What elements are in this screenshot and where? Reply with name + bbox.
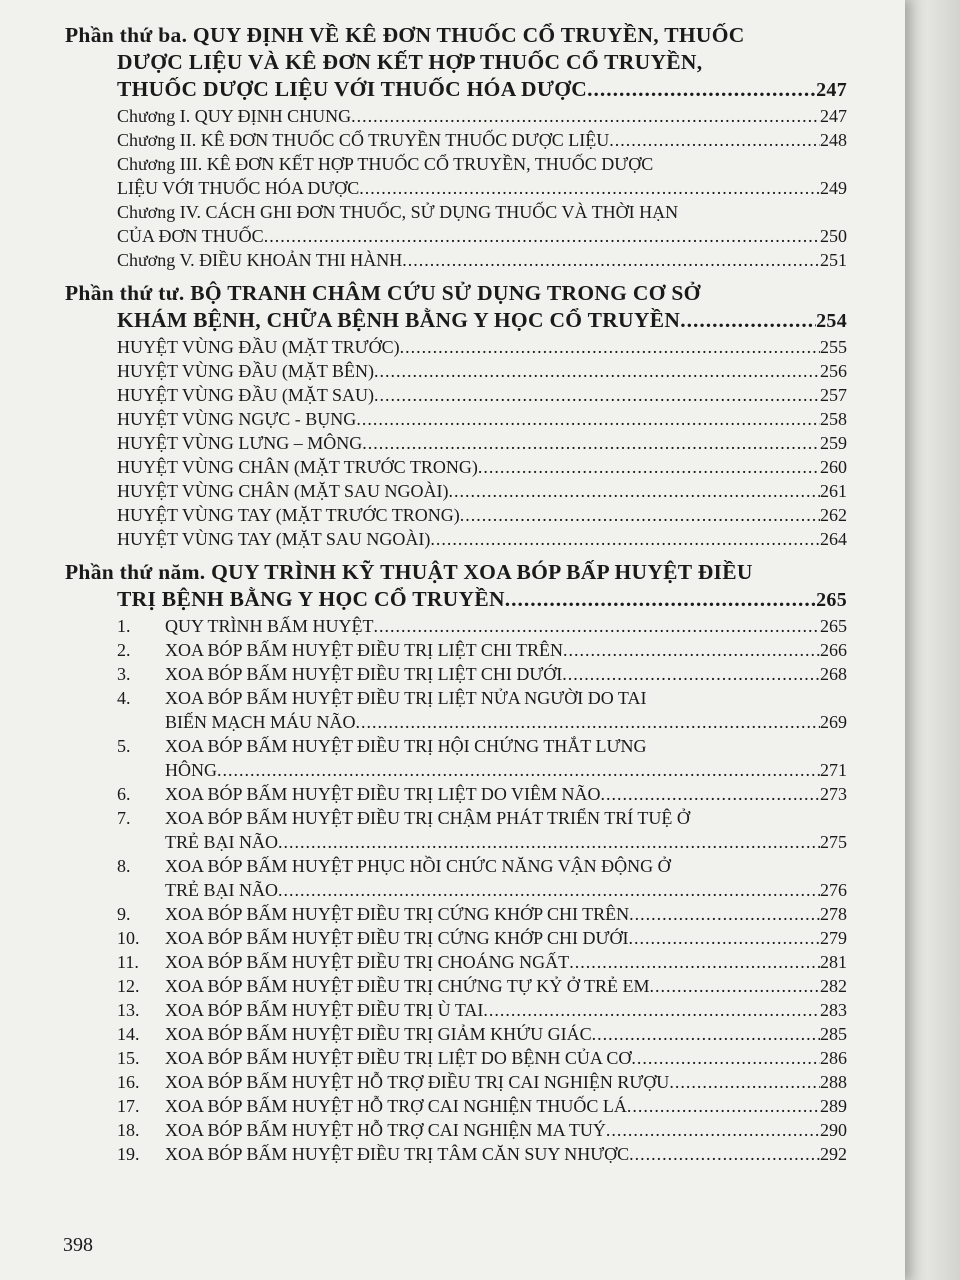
page-ref: 255 — [820, 337, 847, 357]
leader-dots — [669, 1070, 820, 1094]
entry-last-line — [117, 359, 847, 383]
entry-title: QUY TRÌNH BẤM HUYỆT — [165, 616, 374, 636]
entry-last-line — [165, 878, 847, 902]
entry-number: 16. — [117, 1072, 140, 1092]
leader-dots — [587, 76, 816, 103]
entry-body — [165, 998, 847, 1022]
page-ref: 292 — [820, 1144, 847, 1164]
entry-title: LIỆU VỚI THUỐC HÓA DƯỢC — [117, 178, 360, 198]
leader-dots — [569, 950, 820, 974]
page-ref: 247 — [816, 79, 847, 101]
entry-title: KHÁM BỆNH, CHỮA BỆNH BẰNG Y HỌC CỔ TRUYỀN — [117, 308, 681, 332]
entry-last-line — [117, 335, 847, 359]
toc-numbered-entry[interactable] — [65, 614, 847, 638]
entry-last-line — [165, 782, 847, 806]
toc-part — [65, 559, 847, 1166]
toc-entry[interactable] — [65, 335, 847, 359]
toc-part — [65, 22, 847, 272]
toc-entry[interactable] — [65, 455, 847, 479]
leader-dots — [400, 335, 820, 359]
entry-title: TRỊ BỆNH BẰNG Y HỌC CỔ TRUYỀN — [117, 587, 505, 611]
page-ref: 265 — [820, 616, 847, 636]
entry-title: HUYỆT VÙNG ĐẦU (MẶT BÊN) — [117, 361, 374, 381]
entry-title: HUYỆT VÙNG NGỰC - BỤNG — [117, 409, 357, 429]
toc-entry[interactable] — [65, 527, 847, 551]
part-heading-last-line[interactable] — [65, 586, 847, 614]
toc-entry[interactable] — [65, 248, 847, 272]
page-ref: 251 — [820, 250, 847, 270]
entry-title: XOA BÓP BẤM HUYỆT HỖ TRỢ CAI NGHIỆN MA TUÝ — [165, 1120, 606, 1140]
entry-body — [165, 1142, 847, 1166]
entry-last-line — [117, 503, 847, 527]
entry-last-line — [117, 224, 847, 248]
leader-dots — [374, 614, 821, 638]
entry-title: TRẺ BẠI NÃO — [165, 832, 278, 852]
entry-line: Chương IV. CÁCH GHI ĐƠN THUỐC, SỬ DỤNG THUỐC VÀ THỜI HẠN — [117, 202, 679, 222]
page-ref: 264 — [820, 529, 847, 549]
toc-numbered-entry[interactable] — [65, 638, 847, 662]
leader-dots — [592, 1022, 820, 1046]
toc-entry[interactable] — [65, 383, 847, 407]
page-ref: 269 — [820, 712, 847, 732]
entry-body — [165, 1094, 847, 1118]
entry-number: 13. — [117, 1000, 140, 1020]
toc-part — [65, 280, 847, 551]
table-of-contents — [65, 22, 847, 1174]
page-ref: 260 — [820, 457, 847, 477]
page-ref: 289 — [820, 1096, 847, 1116]
entry-line: XOA BÓP BẤM HUYỆT ĐIỀU TRỊ HỘI CHỨNG THẮT LƯNG — [165, 736, 647, 756]
toc-numbered-entry[interactable] — [65, 686, 847, 734]
entry-number: 5. — [117, 736, 131, 756]
entry-title: HÔNG — [165, 760, 217, 780]
entry-last-line — [165, 926, 847, 950]
entry-body — [165, 686, 847, 734]
entry-last-line — [165, 1046, 847, 1070]
entry-number: 2. — [117, 640, 131, 660]
entry-title: TRẺ BẠI NÃO — [165, 880, 278, 900]
entry-last-line — [117, 248, 847, 272]
entry-body — [165, 902, 847, 926]
toc-numbered-entry[interactable] — [65, 1046, 847, 1070]
entry-title: CỦA ĐƠN THUỐC — [117, 226, 264, 246]
page-ref: 258 — [820, 409, 847, 429]
toc-entry[interactable] — [65, 407, 847, 431]
leader-dots — [356, 710, 820, 734]
entry-title: XOA BÓP BẤM HUYỆT ĐIỀU TRỊ CỨNG KHỚP CHI DƯỚI — [165, 928, 629, 948]
entry-last-line — [165, 1142, 847, 1166]
entry-title: XOA BÓP BẤM HUYỆT ĐIỀU TRỊ LIỆT DO BỆNH CỦA CƠ — [165, 1048, 632, 1068]
toc-numbered-entry[interactable] — [65, 734, 847, 782]
entry-last-line — [165, 710, 847, 734]
leader-dots — [278, 830, 820, 854]
entry-last-line — [117, 431, 847, 455]
page-ref: 257 — [820, 385, 847, 405]
page-ref: 273 — [820, 784, 847, 804]
leader-dots — [430, 527, 820, 551]
entry-last-line — [165, 950, 847, 974]
toc-entry[interactable] — [65, 104, 847, 128]
entry-last-line — [117, 128, 847, 152]
page-ref: 266 — [820, 640, 847, 660]
page-ref: 276 — [820, 880, 847, 900]
entry-title: Chương II. KÊ ĐƠN THUỐC CỔ TRUYỀN THUỐC DƯỢC LIỆU — [117, 130, 610, 150]
part-heading-last-line[interactable] — [65, 307, 847, 335]
toc-entry[interactable] — [65, 359, 847, 383]
entry-number: 19. — [117, 1144, 140, 1164]
entry-number: 4. — [117, 688, 131, 708]
part-heading-line: Phần thứ ba. QUY ĐỊNH VỀ KÊ ĐƠN THUỐC CỔ TRUYỀN, THUỐC — [65, 23, 745, 47]
toc-numbered-entry[interactable] — [65, 662, 847, 686]
toc-numbered-entry[interactable] — [65, 998, 847, 1022]
toc-entry[interactable] — [65, 152, 847, 200]
entry-body — [165, 1046, 847, 1070]
toc-entry[interactable] — [65, 431, 847, 455]
toc-numbered-entry[interactable] — [65, 1070, 847, 1094]
leader-dots — [362, 431, 820, 455]
leader-dots — [629, 902, 820, 926]
leader-dots — [264, 224, 820, 248]
toc-numbered-entry[interactable] — [65, 1094, 847, 1118]
entry-body — [165, 950, 847, 974]
leader-dots — [460, 503, 820, 527]
entry-title: HUYỆT VÙNG TAY (MẶT TRƯỚC TRONG) — [117, 505, 460, 525]
entry-last-line — [117, 527, 847, 551]
entry-body — [165, 1118, 847, 1142]
entry-number: 1. — [117, 616, 131, 636]
page-number: 398 — [63, 1234, 93, 1256]
entry-title: XOA BÓP BẤM HUYỆT ĐIỀU TRỊ CỨNG KHỚP CHI TRÊN — [165, 904, 630, 924]
leader-dots — [374, 359, 820, 383]
leader-dots — [374, 383, 820, 407]
page-ref: 279 — [820, 928, 847, 948]
page-ref: 271 — [820, 760, 847, 780]
leader-dots — [351, 104, 820, 128]
toc-numbered-entry[interactable] — [65, 974, 847, 998]
entry-title: BIẾN MẠCH MÁU NÃO — [165, 712, 356, 732]
leader-dots — [483, 998, 820, 1022]
entry-last-line — [165, 1070, 847, 1094]
leader-dots — [628, 926, 820, 950]
leader-dots — [402, 248, 820, 272]
entry-number: 14. — [117, 1024, 140, 1044]
entry-body — [165, 782, 847, 806]
entry-title: HUYỆT VÙNG ĐẦU (MẶT TRƯỚC) — [117, 337, 400, 357]
entry-number: 9. — [117, 904, 131, 924]
entry-number: 11. — [117, 952, 139, 972]
entry-last-line — [165, 614, 847, 638]
entry-last-line — [165, 902, 847, 926]
entry-last-line — [117, 176, 847, 200]
entry-number: 8. — [117, 856, 131, 876]
page-ref: 261 — [820, 481, 847, 501]
page-ref: 282 — [820, 976, 847, 996]
toc-numbered-entry[interactable] — [65, 854, 847, 902]
entry-title: XOA BÓP BẤM HUYỆT ĐIỀU TRỊ LIỆT DO VIÊM NÃO — [165, 784, 601, 804]
entry-title: HUYỆT VÙNG LƯNG – MÔNG — [117, 433, 363, 453]
leader-dots — [563, 638, 820, 662]
entry-title: XOA BÓP BẤM HUYỆT ĐIỀU TRỊ TÂM CĂN SUY NHƯỢC — [165, 1144, 630, 1164]
entry-number: 10. — [117, 928, 140, 948]
toc-numbered-entry[interactable] — [65, 1022, 847, 1046]
entry-body — [165, 806, 847, 854]
entry-last-line — [165, 758, 847, 782]
entry-title: XOA BÓP BẤM HUYỆT ĐIỀU TRỊ LIỆT CHI DƯỚI — [165, 664, 563, 684]
entry-title: XOA BÓP BẤM HUYỆT ĐIỀU TRỊ CHỨNG TỰ KỶ Ở TRẺ EM — [165, 976, 650, 996]
page-ref: 256 — [820, 361, 847, 381]
entry-line: Chương III. KÊ ĐƠN KẾT HỢP THUỐC CỔ TRUYỀN, THUỐC DƯỢC — [117, 154, 654, 174]
entry-title: Chương V. ĐIỀU KHOẢN THI HÀNH — [117, 250, 403, 270]
part-heading-last-line[interactable] — [65, 76, 847, 104]
part-heading-line: Phần thứ năm. QUY TRÌNH KỸ THUẬT XOA BÓP BẤP HUYỆT ĐIỀU — [65, 560, 753, 584]
page-ref: 290 — [820, 1120, 847, 1140]
entry-body — [165, 614, 847, 638]
page-ref: 248 — [820, 130, 847, 150]
entry-last-line — [165, 662, 847, 686]
leader-dots — [562, 662, 820, 686]
entry-last-line — [117, 383, 847, 407]
entry-number: 18. — [117, 1120, 140, 1140]
toc-numbered-entry[interactable] — [65, 1118, 847, 1142]
leader-dots — [449, 479, 821, 503]
leader-dots — [217, 758, 820, 782]
leader-dots — [629, 1142, 820, 1166]
entry-line: XOA BÓP BẤM HUYỆT ĐIỀU TRỊ LIỆT NỬA NGƯỜI DO TAI — [165, 688, 647, 708]
entry-last-line — [165, 1094, 847, 1118]
toc-numbered-entry[interactable] — [65, 1142, 847, 1166]
part-heading-line: DƯỢC LIỆU VÀ KÊ ĐƠN KẾT HỢP THUỐC CỔ TRUYỀN, — [117, 50, 703, 74]
page-ref: 278 — [820, 904, 847, 924]
entry-title: HUYỆT VÙNG CHÂN (MẶT TRƯỚC TRONG) — [117, 457, 478, 477]
toc-entry[interactable] — [65, 128, 847, 152]
entry-title: HUYỆT VÙNG ĐẦU (MẶT SAU) — [117, 385, 375, 405]
leader-dots — [356, 407, 820, 431]
toc-numbered-entry[interactable] — [65, 782, 847, 806]
part-heading-line: Phần thứ tư. BỘ TRANH CHÂM CỨU SỬ DỤNG TRONG CƠ SỞ — [65, 281, 701, 305]
entry-body — [165, 974, 847, 998]
page-ref: 288 — [820, 1072, 847, 1092]
entry-title: Chương I. QUY ĐỊNH CHUNG — [117, 106, 352, 126]
page-ref: 286 — [820, 1048, 847, 1068]
leader-dots — [278, 878, 820, 902]
entry-number: 6. — [117, 784, 131, 804]
entry-line: XOA BÓP BẤM HUYỆT ĐIỀU TRỊ CHẬM PHÁT TRIỂN TRÍ TUỆ Ở — [165, 808, 690, 828]
leader-dots — [631, 1046, 820, 1070]
entry-last-line — [165, 998, 847, 1022]
entry-last-line — [117, 479, 847, 503]
entry-last-line — [165, 638, 847, 662]
entry-body — [165, 1022, 847, 1046]
entry-last-line — [165, 1022, 847, 1046]
entry-last-line — [117, 407, 847, 431]
page-ref: 265 — [816, 589, 847, 611]
page-ref: 283 — [820, 1000, 847, 1020]
leader-dots — [601, 782, 821, 806]
entry-last-line — [117, 455, 847, 479]
page-ref: 268 — [820, 664, 847, 684]
next-page-edge — [905, 0, 960, 1280]
toc-numbered-entry[interactable] — [65, 806, 847, 854]
page-ref: 275 — [820, 832, 847, 852]
entry-last-line — [117, 104, 847, 128]
entry-title: THUỐC DƯỢC LIỆU VỚI THUỐC HÓA DƯỢC — [117, 77, 588, 101]
leader-dots — [627, 1094, 820, 1118]
page-ref: 249 — [820, 178, 847, 198]
entry-body — [165, 638, 847, 662]
entry-title: XOA BÓP BẤM HUYỆT ĐIỀU TRỊ GIẢM KHỨU GIÁC — [165, 1024, 592, 1044]
entry-body — [165, 662, 847, 686]
entry-title: XOA BÓP BẤM HUYỆT ĐIỀU TRỊ CHOÁNG NGẤT — [165, 952, 570, 972]
entry-number: 17. — [117, 1096, 140, 1116]
entry-title: XOA BÓP BẤM HUYỆT HỖ TRỢ ĐIỀU TRỊ CAI NGHIỆN RƯỢU — [165, 1072, 670, 1092]
entry-last-line — [165, 1118, 847, 1142]
entry-title: HUYỆT VÙNG TAY (MẶT SAU NGOÀI) — [117, 529, 431, 549]
entry-body — [165, 926, 847, 950]
leader-dots — [649, 974, 820, 998]
toc-numbered-entry[interactable] — [65, 950, 847, 974]
toc-entry[interactable] — [65, 479, 847, 503]
entry-last-line — [165, 974, 847, 998]
leader-dots — [359, 176, 820, 200]
leader-dots — [606, 1118, 820, 1142]
leader-dots — [505, 586, 816, 613]
page-ref: 262 — [820, 505, 847, 525]
page-ref: 247 — [820, 106, 847, 126]
page-ref: 250 — [820, 226, 847, 246]
entry-title: XOA BÓP BẤM HUYỆT ĐIỀU TRỊ Ù TAI — [165, 1000, 484, 1020]
entry-number: 3. — [117, 664, 131, 684]
entry-number: 7. — [117, 808, 131, 828]
entry-number: 15. — [117, 1048, 140, 1068]
entry-title: HUYỆT VÙNG CHÂN (MẶT SAU NGOÀI) — [117, 481, 449, 501]
page-ref: 281 — [820, 952, 847, 972]
entry-last-line — [165, 830, 847, 854]
page-ref: 259 — [820, 433, 847, 453]
entry-title: XOA BÓP BẤM HUYỆT ĐIỀU TRỊ LIỆT CHI TRÊN — [165, 640, 564, 660]
entry-body — [165, 734, 847, 782]
leader-dots — [680, 307, 816, 334]
toc-numbered-entry[interactable] — [65, 902, 847, 926]
entry-body — [165, 854, 847, 902]
entry-title: XOA BÓP BẤM HUYỆT HỖ TRỢ CAI NGHIỆN THUỐC LÁ — [165, 1096, 627, 1116]
page-ref: 285 — [820, 1024, 847, 1044]
leader-dots — [478, 455, 820, 479]
toc-numbered-entry[interactable] — [65, 926, 847, 950]
toc-entry[interactable] — [65, 503, 847, 527]
entry-line: XOA BÓP BẤM HUYỆT PHỤC HỒI CHỨC NĂNG VẬN ĐỘNG Ở — [165, 856, 671, 876]
leader-dots — [609, 128, 820, 152]
page-ref: 254 — [816, 310, 847, 332]
entry-body — [165, 1070, 847, 1094]
entry-number: 12. — [117, 976, 140, 996]
toc-entry[interactable] — [65, 200, 847, 248]
